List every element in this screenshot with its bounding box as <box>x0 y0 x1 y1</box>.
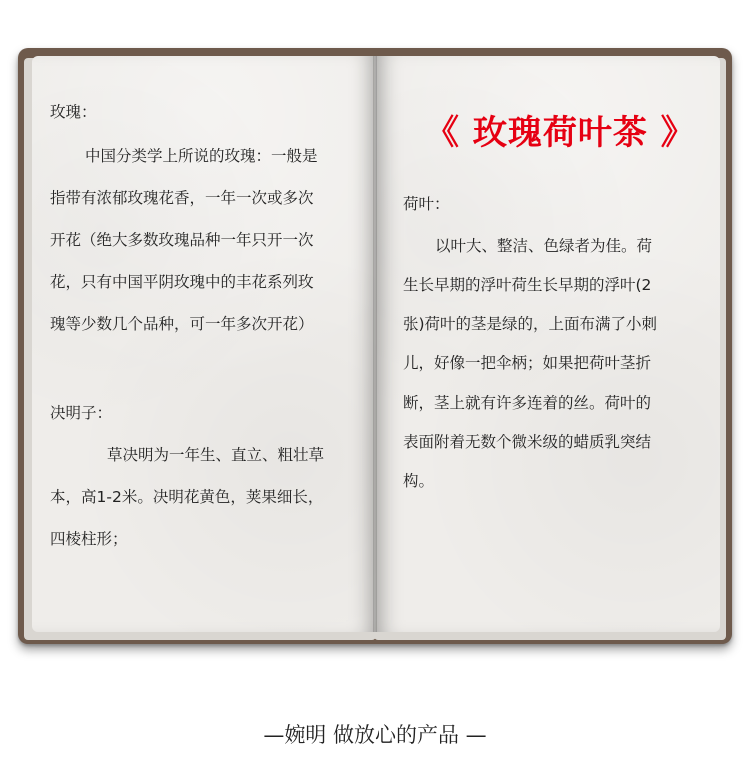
cassia-text-line: 本，高1-2米。决明花黄色，荚果细长， <box>50 488 324 506</box>
lotus-text-line: 生长早期的浮叶荷生长早期的浮叶(2 <box>403 276 652 294</box>
brand-slogan: —婉明 做放心的产品 — <box>263 723 487 747</box>
lotus-text-line: 儿，好像一把伞柄；如果把荷叶茎折 <box>403 354 652 372</box>
lotus-text-line: 断，茎上就有许多连着的丝。荷叶的 <box>403 394 652 412</box>
lotus-text-line: 以叶大、整洁、色绿者为佳。荷 <box>435 237 653 255</box>
rose-heading: 玫瑰： <box>50 103 97 121</box>
rose-text-line: 指带有浓郁玫瑰花香，一年一次或多次 <box>50 189 314 207</box>
notebook-spine <box>373 56 377 632</box>
cassia-heading: 决明子： <box>50 404 113 422</box>
lotus-text-line: 表面附着无数个微米级的蜡质乳突结 <box>403 433 652 451</box>
cassia-text-line: 草决明为一年生、直立、粗壮草 <box>107 446 325 464</box>
rose-text-line: 花，只有中国平阴玫瑰中的丰花系列玫 <box>50 273 314 291</box>
lotus-text-line: 构。 <box>403 472 435 490</box>
lotus-text-line: 张)荷叶的茎是绿的，上面布满了小刺 <box>403 315 658 333</box>
rose-text-line: 瑰等少数几个品种，可一年多次开花） <box>50 315 314 333</box>
cassia-text-line: 四棱柱形； <box>50 530 128 548</box>
lotus-heading: 荷叶： <box>403 195 450 213</box>
product-title: 《 玫瑰荷叶茶 》 <box>425 113 696 153</box>
rose-text-line: 开花（绝大多数玫瑰品种一年只开一次 <box>50 231 314 249</box>
rose-text-line: 中国分类学上所说的玫瑰：一般是 <box>85 147 318 165</box>
